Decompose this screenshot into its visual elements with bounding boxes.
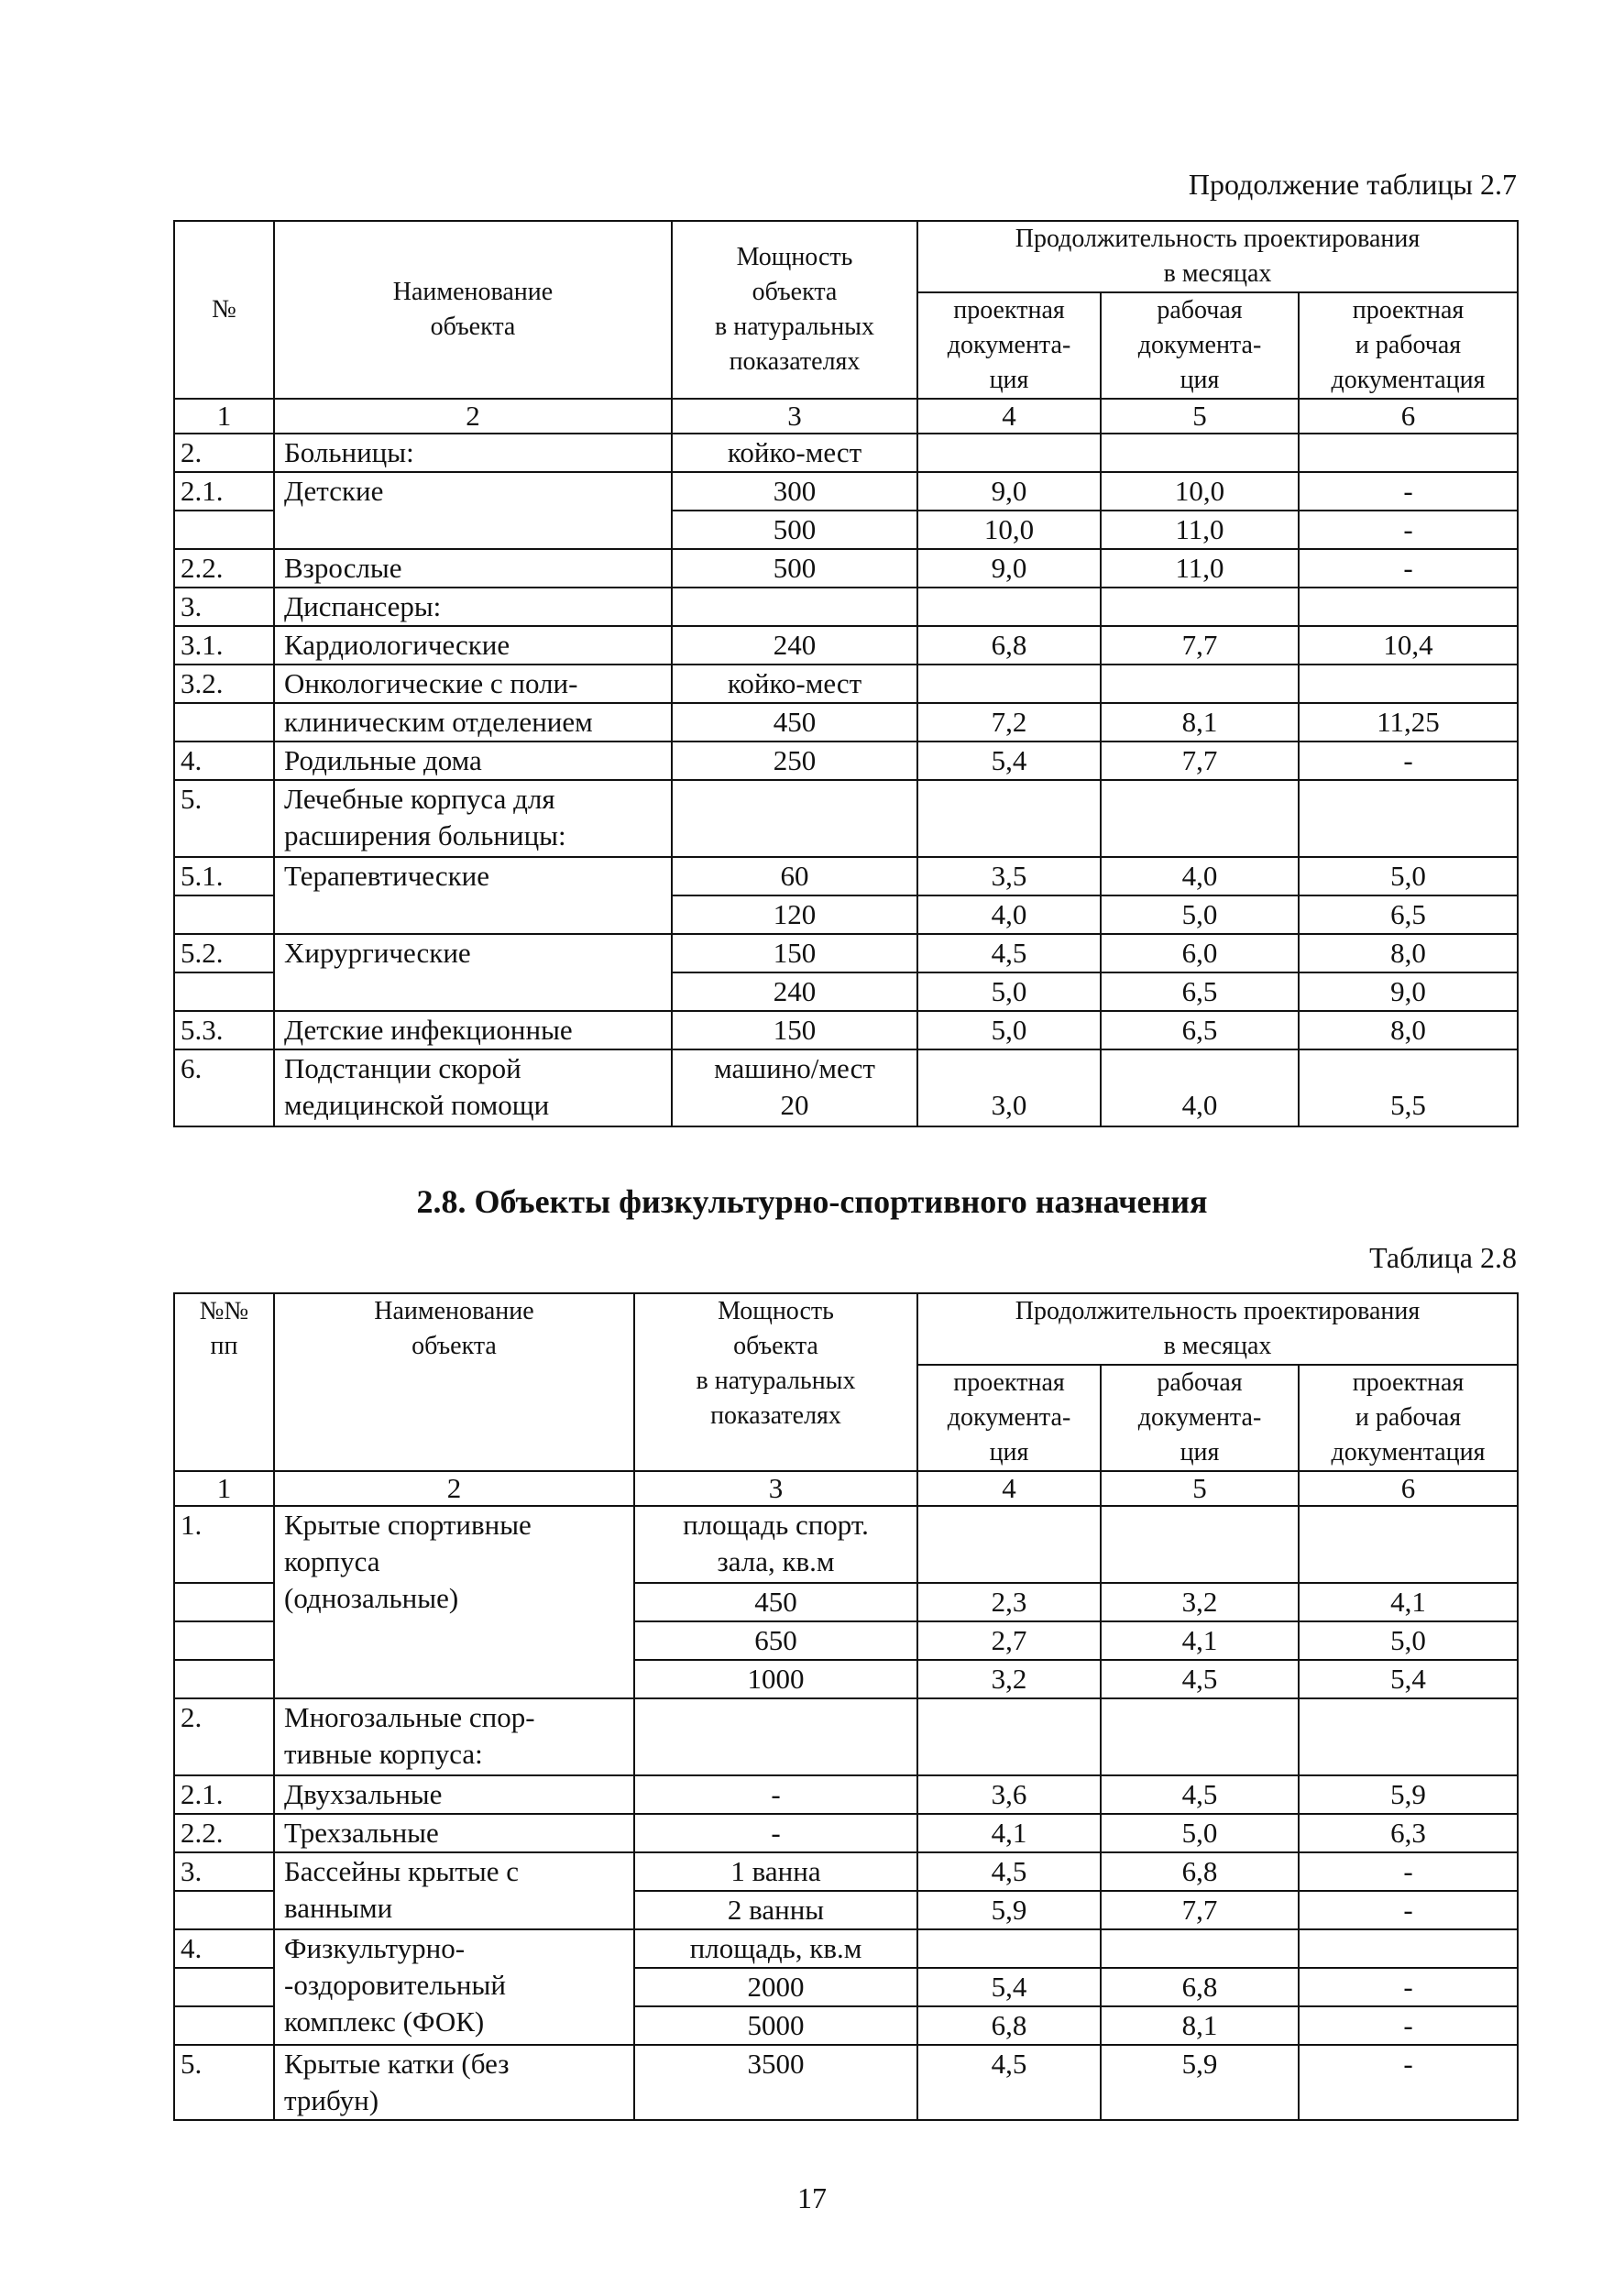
header-capacity: Мощность объекта в натуральных показателях — [672, 221, 917, 399]
both-docs-months: 8,0 — [1299, 1011, 1518, 1049]
table-row — [174, 1506, 1518, 1583]
table-row — [174, 1775, 1518, 1814]
working-docs-months: 7,7 — [1101, 742, 1299, 780]
capacity-value: 240 — [672, 972, 917, 1011]
column-number: 5 — [1101, 1471, 1299, 1506]
capacity-value: койко-мест — [672, 434, 917, 472]
table-caption: Продолжение таблицы 2.7 — [1188, 168, 1517, 201]
row-number — [174, 703, 274, 742]
working-docs-months: 8,1 — [1101, 2006, 1299, 2045]
row-number: 3. — [174, 588, 274, 626]
table-row — [174, 588, 1518, 626]
row-number: 4. — [174, 1929, 274, 1968]
table-caption: Таблица 2.8 — [1369, 1241, 1517, 1274]
both-docs-months: 6,3 — [1299, 1814, 1518, 1852]
table-hospitals — [173, 220, 1519, 1127]
row-number: 1. — [174, 1506, 274, 1583]
design-docs-months: 2,7 — [917, 1621, 1101, 1660]
header-both-docs: проектная и рабочая документация — [1299, 1365, 1518, 1471]
working-docs-months — [1101, 1698, 1299, 1775]
object-name: Крытые спортивные корпуса (однозальные) — [274, 1506, 634, 1698]
capacity-value: 2000 — [634, 1968, 917, 2006]
working-docs-months: 4,1 — [1101, 1621, 1299, 1660]
design-docs-months: 3,6 — [917, 1775, 1101, 1814]
object-name: Лечебные корпуса для расширения больницы: — [274, 780, 672, 857]
table-row — [174, 549, 1518, 588]
working-docs-months: 5,0 — [1101, 1814, 1299, 1852]
table-row — [174, 934, 1518, 972]
table-row — [174, 780, 1518, 857]
row-number: 2.1. — [174, 1775, 274, 1814]
header-capacity: Мощность объекта в натуральных показателях — [634, 1293, 917, 1471]
both-docs-months: 9,0 — [1299, 972, 1518, 1011]
column-number: 5 — [1101, 399, 1299, 434]
working-docs-months: 4,0 — [1101, 1049, 1299, 1126]
working-docs-months: 6,0 — [1101, 934, 1299, 972]
column-number: 6 — [1299, 399, 1518, 434]
working-docs-months — [1101, 665, 1299, 703]
working-docs-months: 4,5 — [1101, 1775, 1299, 1814]
capacity-value: площадь спорт. зала, кв.м — [634, 1506, 917, 1583]
object-name: Бассейны крытые с ванными — [274, 1852, 634, 1929]
table-row — [174, 434, 1518, 472]
both-docs-months — [1299, 434, 1518, 472]
object-name: Детские инфекционные — [274, 1011, 672, 1049]
row-number: 4. — [174, 742, 274, 780]
capacity-value: 1 ванна — [634, 1852, 917, 1891]
working-docs-months: 11,0 — [1101, 511, 1299, 549]
table-row — [174, 1698, 1518, 1775]
object-name: Физкультурно- -оздоровительный комплекс (ФОК) — [274, 1929, 634, 2045]
table-row — [174, 742, 1518, 780]
working-docs-months: 4,5 — [1101, 1660, 1299, 1698]
both-docs-months: - — [1299, 2045, 1518, 2120]
row-number — [174, 1660, 274, 1698]
row-number: 5.2. — [174, 934, 274, 972]
capacity-value: площадь, кв.м — [634, 1929, 917, 1968]
object-name: Диспансеры: — [274, 588, 672, 626]
design-docs-months: 4,1 — [917, 1814, 1101, 1852]
both-docs-months: 5,0 — [1299, 857, 1518, 895]
capacity-value: койко-мест — [672, 665, 917, 703]
working-docs-months: 7,7 — [1101, 1891, 1299, 1929]
header-both-docs: проектная и рабочая документация — [1299, 292, 1518, 399]
header-name: Наименование объекта — [274, 221, 672, 399]
design-docs-months: 3,2 — [917, 1660, 1101, 1698]
design-docs-months: 4,0 — [917, 895, 1101, 934]
column-number: 1 — [174, 1471, 274, 1506]
header-working-docs: рабочая документа- ция — [1101, 1365, 1299, 1471]
row-number — [174, 895, 274, 934]
both-docs-months — [1299, 665, 1518, 703]
header-design-docs: проектная документа- ция — [917, 292, 1101, 399]
row-number: 5. — [174, 780, 274, 857]
working-docs-months: 4,0 — [1101, 857, 1299, 895]
object-name: Детские — [274, 472, 672, 549]
capacity-value: 450 — [672, 703, 917, 742]
design-docs-months — [917, 665, 1101, 703]
capacity-value: 2 ванны — [634, 1891, 917, 1929]
capacity-value: 240 — [672, 626, 917, 665]
design-docs-months: 3,5 — [917, 857, 1101, 895]
object-name: Больницы: — [274, 434, 672, 472]
row-number: 6. — [174, 1049, 274, 1126]
table-row — [174, 472, 1518, 511]
row-number — [174, 511, 274, 549]
both-docs-months: 4,1 — [1299, 1583, 1518, 1621]
object-name: Двухзальные — [274, 1775, 634, 1814]
both-docs-months: 10,4 — [1299, 626, 1518, 665]
object-name: Взрослые — [274, 549, 672, 588]
both-docs-months: 5,5 — [1299, 1049, 1518, 1126]
working-docs-months: 8,1 — [1101, 703, 1299, 742]
both-docs-months: 5,0 — [1299, 1621, 1518, 1660]
capacity-value — [672, 588, 917, 626]
capacity-value — [634, 1698, 917, 1775]
both-docs-months: 5,4 — [1299, 1660, 1518, 1698]
column-number: 1 — [174, 399, 274, 434]
capacity-value: 120 — [672, 895, 917, 934]
page-number: 17 — [797, 2181, 827, 2214]
object-name: Трехзальные — [274, 1814, 634, 1852]
both-docs-months: - — [1299, 1852, 1518, 1891]
row-number — [174, 2006, 274, 2045]
row-number: 2. — [174, 434, 274, 472]
capacity-value: 650 — [634, 1621, 917, 1660]
row-number — [174, 972, 274, 1011]
design-docs-months: 4,5 — [917, 2045, 1101, 2120]
working-docs-months — [1101, 780, 1299, 857]
row-number — [174, 1621, 274, 1660]
working-docs-months — [1101, 1506, 1299, 1583]
object-name: Онкологические с поли- — [274, 665, 672, 703]
column-number: 2 — [274, 399, 672, 434]
capacity-value — [672, 780, 917, 857]
object-name: Подстанции скорой медицинской помощи — [274, 1049, 672, 1126]
column-number-row — [174, 1471, 1518, 1506]
object-name: Хирургические — [274, 934, 672, 1011]
capacity-value: - — [634, 1814, 917, 1852]
header-name: Наименование объекта — [274, 1293, 634, 1471]
header-duration: Продолжительность проектирования в месяцах — [917, 221, 1518, 292]
both-docs-months: - — [1299, 1968, 1518, 2006]
design-docs-months: 4,5 — [917, 1852, 1101, 1891]
table-row — [174, 626, 1518, 665]
working-docs-months: 10,0 — [1101, 472, 1299, 511]
both-docs-months: - — [1299, 472, 1518, 511]
working-docs-months — [1101, 434, 1299, 472]
row-number: 5. — [174, 2045, 274, 2120]
both-docs-months: 5,9 — [1299, 1775, 1518, 1814]
object-name: клиническим отделением — [274, 703, 672, 742]
column-number: 3 — [634, 1471, 917, 1506]
both-docs-months — [1299, 1506, 1518, 1583]
design-docs-months: 9,0 — [917, 549, 1101, 588]
design-docs-months: 5,0 — [917, 972, 1101, 1011]
both-docs-months: - — [1299, 2006, 1518, 2045]
object-name: Кардиологические — [274, 626, 672, 665]
design-docs-months: 2,3 — [917, 1583, 1101, 1621]
working-docs-months — [1101, 588, 1299, 626]
design-docs-months — [917, 1506, 1101, 1583]
table-row — [174, 1929, 1518, 1968]
working-docs-months: 3,2 — [1101, 1583, 1299, 1621]
column-number-row — [174, 399, 1518, 434]
row-number: 2.2. — [174, 1814, 274, 1852]
working-docs-months: 5,9 — [1101, 2045, 1299, 2120]
capacity-value: 60 — [672, 857, 917, 895]
row-number: 5.3. — [174, 1011, 274, 1049]
working-docs-months: 6,5 — [1101, 972, 1299, 1011]
header-design-docs: проектная документа- ция — [917, 1365, 1101, 1471]
object-name: Родильные дома — [274, 742, 672, 780]
header-working-docs: рабочая документа- ция — [1101, 292, 1299, 399]
working-docs-months: 6,8 — [1101, 1852, 1299, 1891]
table-row — [174, 1011, 1518, 1049]
working-docs-months: 6,5 — [1101, 1011, 1299, 1049]
working-docs-months — [1101, 1929, 1299, 1968]
row-number: 2.1. — [174, 472, 274, 511]
working-docs-months: 11,0 — [1101, 549, 1299, 588]
both-docs-months — [1299, 588, 1518, 626]
row-number: 3.2. — [174, 665, 274, 703]
capacity-value: 3500 — [634, 2045, 917, 2120]
row-number: 2. — [174, 1698, 274, 1775]
capacity-value: 300 — [672, 472, 917, 511]
capacity-value: 250 — [672, 742, 917, 780]
capacity-value: 500 — [672, 549, 917, 588]
both-docs-months: - — [1299, 1891, 1518, 1929]
both-docs-months — [1299, 1929, 1518, 1968]
design-docs-months: 5,9 — [917, 1891, 1101, 1929]
design-docs-months: 6,8 — [917, 2006, 1101, 2045]
capacity-value: машино/мест 20 — [672, 1049, 917, 1126]
capacity-value: 450 — [634, 1583, 917, 1621]
object-name: Крытые катки (без трибун) — [274, 2045, 634, 2120]
column-number: 2 — [274, 1471, 634, 1506]
design-docs-months: 5,0 — [917, 1011, 1101, 1049]
row-number: 2.2. — [174, 549, 274, 588]
design-docs-months — [917, 1929, 1101, 1968]
column-number: 3 — [672, 399, 917, 434]
section-title: 2.8. Объекты физкультурно-спортивного назначения — [416, 1183, 1208, 1220]
table-row — [174, 1814, 1518, 1852]
capacity-value: 500 — [672, 511, 917, 549]
table-row — [174, 703, 1518, 742]
object-name: Многозальные спор- тивные корпуса: — [274, 1698, 634, 1775]
row-number — [174, 1583, 274, 1621]
working-docs-months: 5,0 — [1101, 895, 1299, 934]
design-docs-months: 5,4 — [917, 1968, 1101, 2006]
both-docs-months — [1299, 1698, 1518, 1775]
column-number: 4 — [917, 1471, 1101, 1506]
design-docs-months: 9,0 — [917, 472, 1101, 511]
table-row — [174, 857, 1518, 895]
row-number: 3.1. — [174, 626, 274, 665]
design-docs-months: 4,5 — [917, 934, 1101, 972]
capacity-value: - — [634, 1775, 917, 1814]
design-docs-months: 10,0 — [917, 511, 1101, 549]
row-number — [174, 1968, 274, 2006]
table-row — [174, 665, 1518, 703]
design-docs-months: 6,8 — [917, 626, 1101, 665]
table-row — [174, 1049, 1518, 1126]
column-number: 4 — [917, 399, 1101, 434]
header-no: № — [174, 221, 274, 399]
design-docs-months: 5,4 — [917, 742, 1101, 780]
design-docs-months — [917, 780, 1101, 857]
header-no: №№ пп — [174, 1293, 274, 1471]
design-docs-months: 3,0 — [917, 1049, 1101, 1126]
both-docs-months: - — [1299, 549, 1518, 588]
column-number: 6 — [1299, 1471, 1518, 1506]
working-docs-months: 7,7 — [1101, 626, 1299, 665]
both-docs-months: - — [1299, 511, 1518, 549]
header-duration: Продолжительность проектирования в месяцах — [917, 1293, 1518, 1365]
both-docs-months: - — [1299, 742, 1518, 780]
capacity-value: 1000 — [634, 1660, 917, 1698]
table-row — [174, 2045, 1518, 2120]
table-sports — [173, 1292, 1519, 2121]
design-docs-months — [917, 1698, 1101, 1775]
capacity-value: 150 — [672, 934, 917, 972]
design-docs-months — [917, 434, 1101, 472]
table-row — [174, 1852, 1518, 1891]
row-number: 5.1. — [174, 857, 274, 895]
both-docs-months — [1299, 780, 1518, 857]
both-docs-months: 11,25 — [1299, 703, 1518, 742]
both-docs-months: 6,5 — [1299, 895, 1518, 934]
object-name: Терапевтические — [274, 857, 672, 934]
design-docs-months — [917, 588, 1101, 626]
working-docs-months: 6,8 — [1101, 1968, 1299, 2006]
capacity-value: 5000 — [634, 2006, 917, 2045]
row-number — [174, 1891, 274, 1929]
both-docs-months: 8,0 — [1299, 934, 1518, 972]
row-number: 3. — [174, 1852, 274, 1891]
design-docs-months: 7,2 — [917, 703, 1101, 742]
capacity-value: 150 — [672, 1011, 917, 1049]
